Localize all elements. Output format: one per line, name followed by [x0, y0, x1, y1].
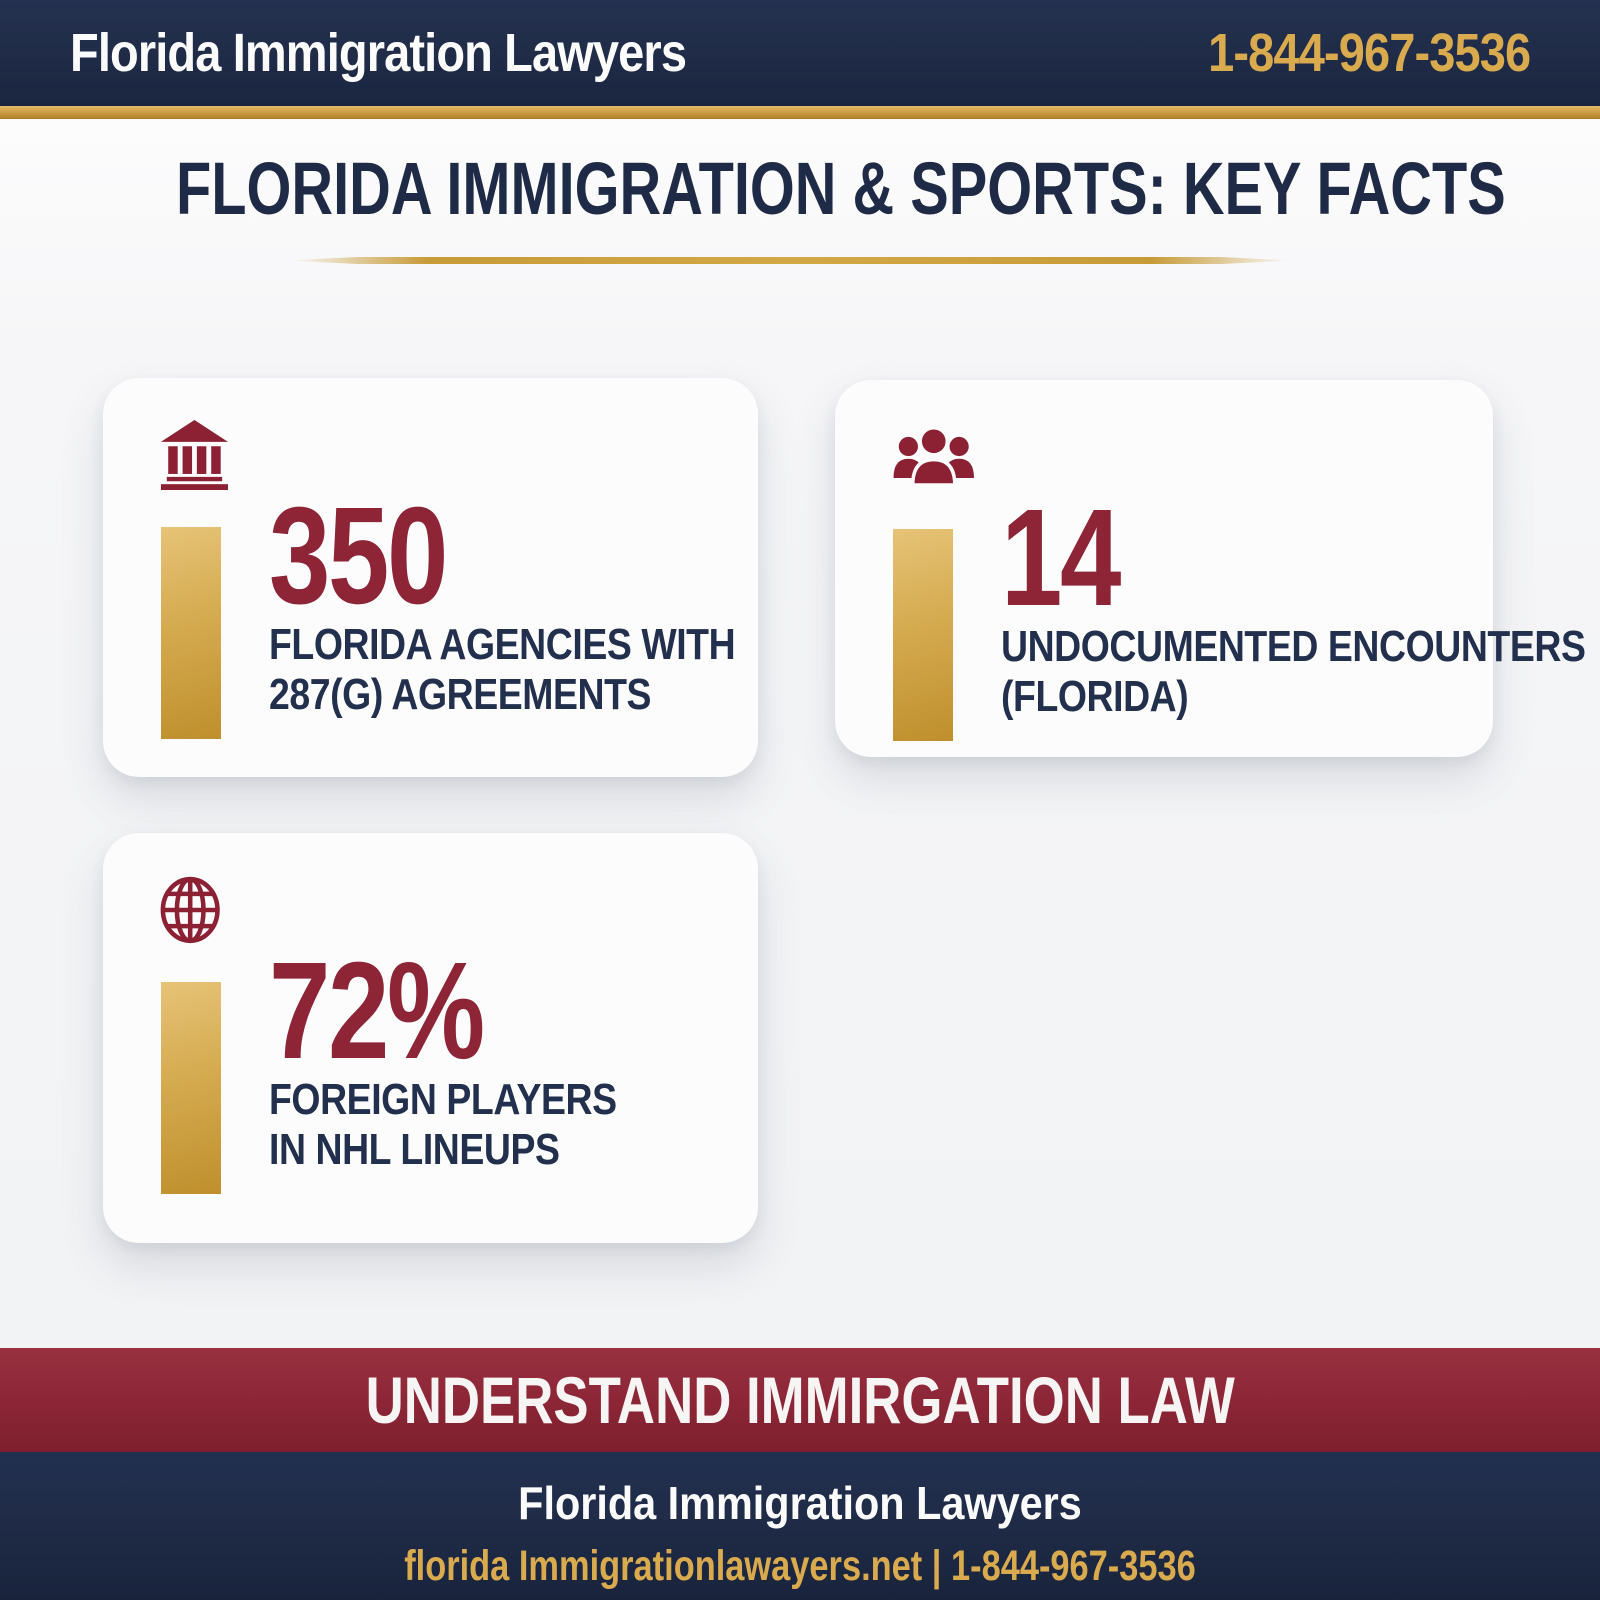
stat-value: 350: [269, 479, 446, 633]
stat-label-line: FLORIDA AGENCIES WITH: [269, 620, 736, 670]
header-phone-number[interactable]: 1-844-967-3536: [1207, 23, 1530, 83]
stat-label-line: 287(G) AGREEMENTS: [269, 670, 652, 720]
stat-card-agencies: [103, 378, 758, 777]
page-title: FLORIDA IMMIGRATION & SPORTS: KEY FACTS: [176, 147, 1506, 230]
globe-icon: [158, 875, 238, 945]
footer-brand: Florida Immigration Lawyers: [518, 1477, 1082, 1529]
stat-card-body: [893, 481, 1586, 741]
stat-label-line: UNDOCUMENTED ENCOUNTERS: [1001, 622, 1586, 672]
stat-card-body: [161, 934, 758, 1194]
stat-value: 14: [1001, 481, 1119, 635]
cta-text: UNDERSTAND IMMIRGATION LAW: [365, 1363, 1235, 1437]
stat-card-encounters: [835, 380, 1586, 757]
header-brand: Florida Immigration Lawyers: [70, 23, 687, 83]
stat-label: [1001, 622, 1585, 722]
stat-card-nhl-players: [103, 833, 758, 1243]
bank-icon: [158, 420, 238, 490]
stat-label-line: (FLORIDA): [1001, 672, 1189, 722]
stat-label-line: IN NHL LINEUPS: [269, 1125, 560, 1175]
stat-label: [269, 1075, 617, 1175]
stat-value: 72%: [269, 934, 483, 1088]
stat-card-body: [161, 479, 758, 739]
title-gold-underline: [287, 257, 1292, 264]
stat-label-line: FOREIGN PLAYERS: [269, 1075, 617, 1125]
footer-website-phone[interactable]: florida Immigrationlawayers.net | 1-844-967-3536: [404, 1542, 1196, 1590]
header-gold-strip: [0, 106, 1600, 119]
stat-block: [1001, 481, 1600, 723]
stat-block: [269, 934, 678, 1176]
stat-label: [269, 620, 735, 720]
gold-accent-bar: [161, 527, 221, 739]
stat-block: [269, 479, 817, 721]
people-icon: [890, 422, 970, 492]
top-header-bar: [0, 0, 1600, 106]
cta-banner: [0, 1348, 1600, 1452]
footer: [0, 1452, 1600, 1600]
gold-accent-bar: [893, 529, 953, 741]
gold-accent-bar: [161, 982, 221, 1194]
